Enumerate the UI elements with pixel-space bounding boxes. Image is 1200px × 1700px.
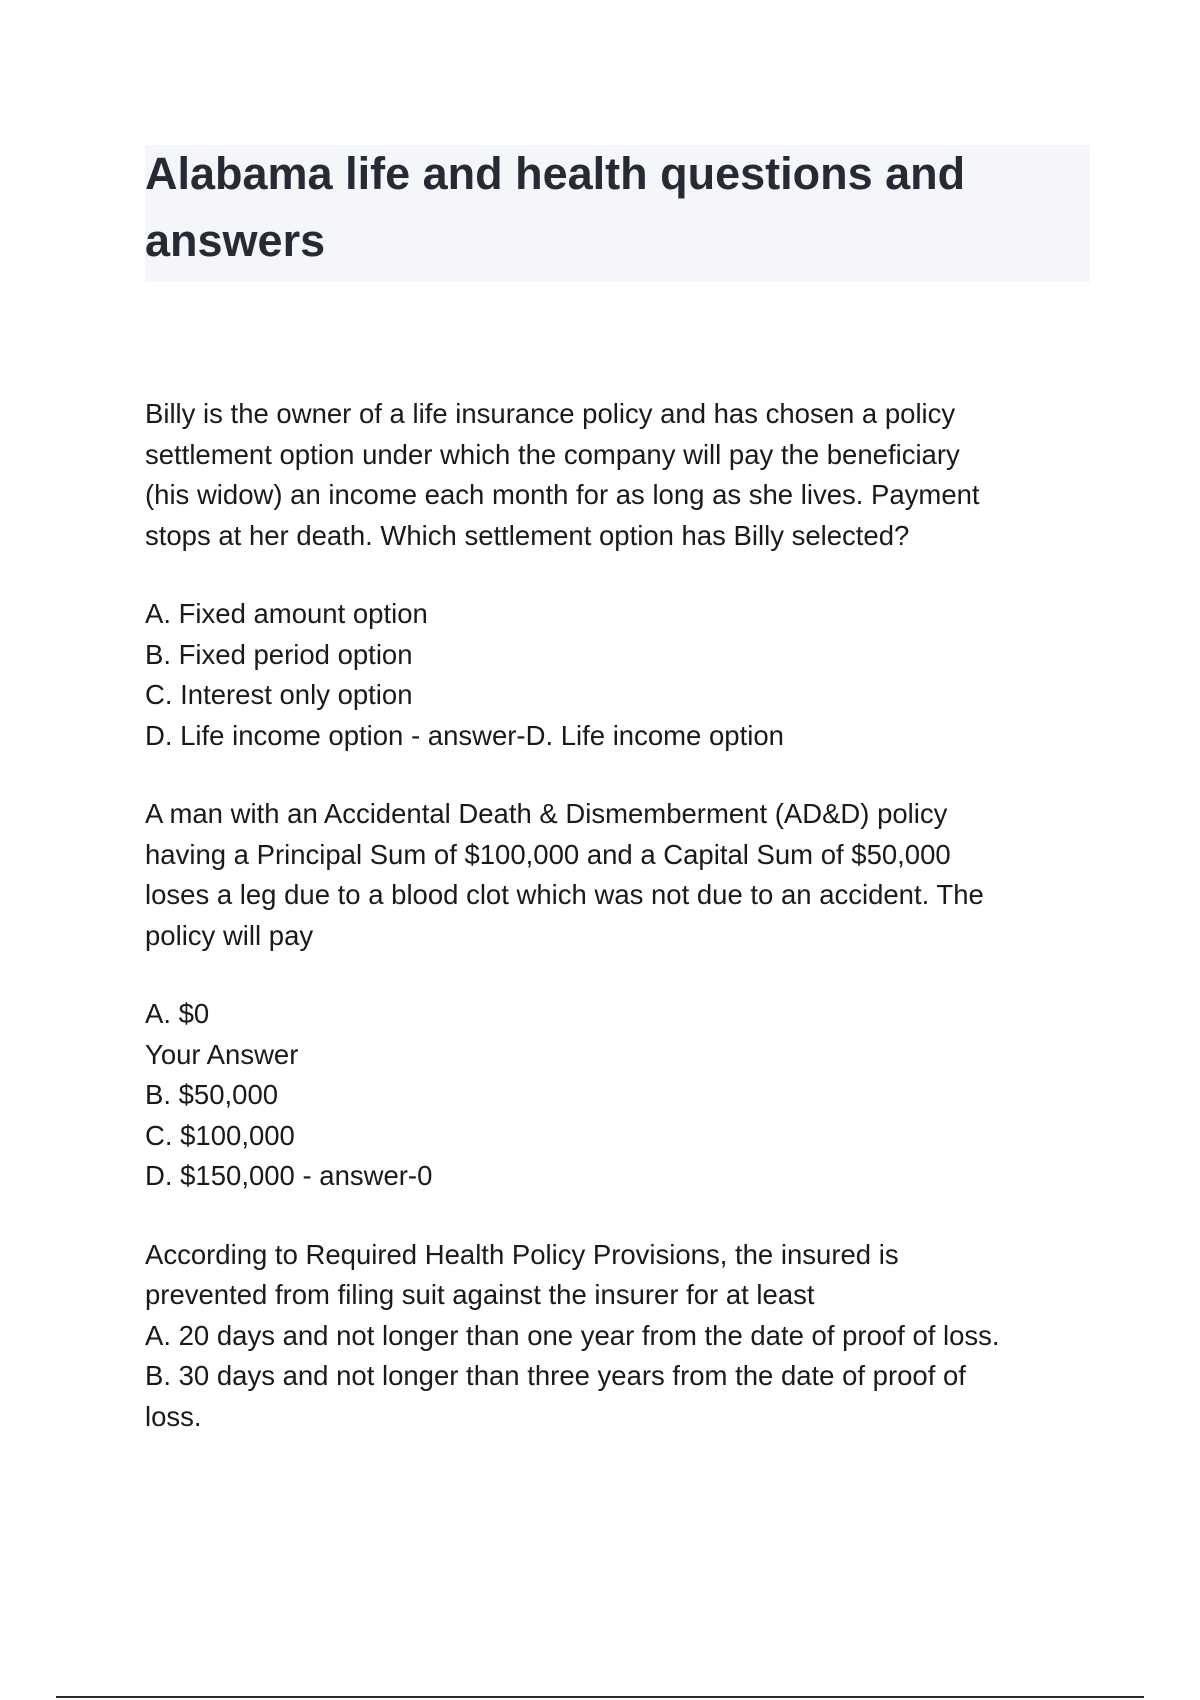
title-line: Alabama life and health questions and bbox=[145, 148, 966, 199]
answer-option: A. 20 days and not longer than one year from the date of proof of loss. bbox=[145, 1319, 1000, 1351]
stem-line: stops at her death. Which settlement option has Billy selected? bbox=[145, 519, 910, 551]
stem-line: loses a leg due to a blood clot which was not due to an accident. The bbox=[145, 879, 984, 910]
page-title bbox=[145, 140, 1045, 274]
question-stem bbox=[145, 1235, 1095, 1316]
answer-options bbox=[145, 594, 1095, 756]
answer-option: C. Interest only option bbox=[145, 679, 413, 710]
stem-line: (his widow) an income each month for as long as she lives. Payment bbox=[145, 479, 980, 510]
document-body bbox=[145, 394, 1095, 1437]
question-stem bbox=[145, 794, 1095, 956]
stem-line: According to Required Health Policy Provisions, the insured is bbox=[145, 1238, 899, 1270]
stem-line: Billy is the owner of a life insurance policy and has chosen a policy bbox=[145, 398, 956, 429]
your-answer-marker: Your Answer bbox=[145, 1038, 299, 1070]
answer-option: B. 30 days and not longer than three years from the date of proof of bbox=[145, 1360, 966, 1391]
stem-line: having a Principal Sum of $100,000 and a Capital Sum of $50,000 bbox=[145, 838, 951, 870]
answer-option: B. Fixed period option bbox=[145, 638, 413, 670]
stem-line: A man with an Accidental Death & Dismemberment (AD&D) policy bbox=[145, 798, 948, 829]
question-2 bbox=[145, 794, 1095, 1197]
answer-option: D. $150,000 - answer-0 bbox=[145, 1160, 433, 1191]
answer-option: A. $0 bbox=[145, 998, 210, 1029]
question-stem bbox=[145, 394, 1095, 556]
answer-option: C. $100,000 bbox=[145, 1119, 295, 1151]
answer-option: B. $50,000 bbox=[145, 1079, 279, 1110]
footer-divider bbox=[56, 1696, 1144, 1698]
question-1 bbox=[145, 394, 1095, 756]
title-line: answers bbox=[145, 215, 326, 266]
answer-options bbox=[145, 1316, 1095, 1438]
answer-option: D. Life income option - answer-D. Life income option bbox=[145, 719, 784, 751]
stem-line: settlement option under which the company will pay the beneficiary bbox=[145, 438, 960, 470]
answer-option: loss. bbox=[145, 1400, 202, 1432]
answer-option: A. Fixed amount option bbox=[145, 598, 428, 629]
question-3 bbox=[145, 1235, 1095, 1438]
stem-line: prevented from filing suit against the insurer for at least bbox=[145, 1279, 815, 1310]
answer-options bbox=[145, 994, 1095, 1197]
stem-line: policy will pay bbox=[145, 919, 314, 951]
